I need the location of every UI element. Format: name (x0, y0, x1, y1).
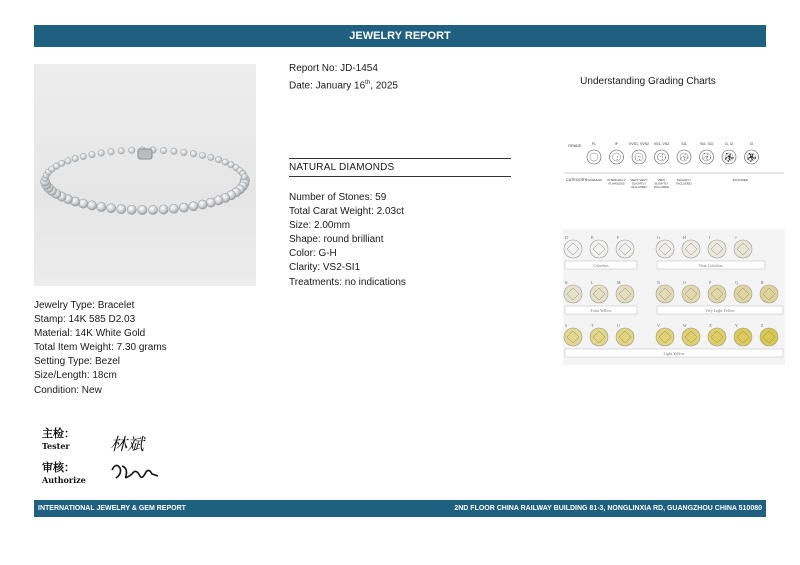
diamond-stones: Number of Stones: 59 (289, 192, 387, 203)
inclusion-dot (617, 159, 618, 160)
signature-graphic (40, 426, 180, 488)
inclusion-dot (684, 158, 685, 159)
inclusion-dot (662, 159, 663, 160)
grade-circle (722, 150, 736, 164)
color-letter: U (617, 323, 620, 328)
bracelet-stone (199, 152, 205, 158)
bracelet-stone (138, 205, 147, 214)
color-letter: H (683, 235, 686, 240)
color-letter: T (591, 323, 594, 328)
bracelet-stone (181, 149, 187, 155)
inclusion-dot (685, 154, 686, 155)
color-group-label: Near Colorless (699, 262, 723, 268)
color-letter: X (709, 323, 712, 328)
inclusion-dot (617, 157, 618, 158)
inclusion-dot (748, 157, 750, 159)
color-letter: N (657, 280, 660, 285)
inclusion-dot (707, 159, 708, 160)
grade-circle (587, 150, 601, 164)
report-meta (289, 62, 398, 93)
jewelry-condition: Condition: New (34, 384, 102, 396)
diamond-shape: Shape: round brilliant (289, 234, 384, 246)
jewelry-length: Size/Length: 18cm (34, 370, 117, 382)
diamond-details (289, 191, 406, 290)
inclusion-dot (638, 156, 639, 157)
inclusion-dot (681, 157, 682, 158)
footer-org: INTERNATIONAL JEWELRY & GEM REPORT (38, 505, 186, 512)
inclusion-dot (750, 154, 752, 156)
inclusion-dot (728, 160, 730, 162)
grade-circle (610, 150, 624, 164)
inclusion-dot (747, 158, 749, 160)
color-letter: F (617, 235, 620, 240)
jewelry-details (34, 299, 167, 398)
diamond-treatments: Treatments: no indications (289, 276, 406, 288)
grade-circle (745, 150, 759, 164)
bracelet-stone (171, 148, 177, 154)
bracelet-stone (189, 202, 198, 211)
grade-circle (655, 150, 669, 164)
bracelet-stone (65, 158, 71, 164)
bracelet-stone (89, 151, 95, 157)
inclusion-dot (680, 159, 681, 160)
bracelet-stone (108, 149, 114, 155)
grade-items (586, 142, 758, 189)
inclusion-dot (706, 158, 707, 159)
inclusion-dot (729, 155, 731, 157)
color-letter: E (591, 235, 594, 240)
report-date: Date: January 16th, 2025 (289, 80, 398, 92)
bracelet-stone (179, 203, 188, 212)
inclusion-dot (640, 157, 641, 158)
color-letter: G (657, 235, 660, 240)
jewelry-setting: Setting Type: Bezel (34, 356, 120, 368)
color-letter: O (683, 280, 686, 285)
bracelet-stone (190, 151, 196, 157)
bracelet-stone (106, 204, 115, 213)
inclusion-dot (658, 159, 659, 160)
inclusion-dot (751, 159, 753, 161)
grade-circle (700, 150, 714, 164)
color-letter: Y (735, 323, 738, 328)
color-letter: V (657, 323, 660, 328)
inclusion-dot (704, 153, 705, 154)
inclusion-dot (726, 157, 728, 159)
grade-label: VS1, VS2 (653, 142, 670, 146)
inclusion-dot (752, 154, 754, 156)
bracelet-stone (222, 159, 228, 165)
bracelet-stone (79, 199, 88, 208)
color-letter: P (709, 280, 712, 285)
bracelet-stone (159, 205, 168, 214)
bracelet-stone (215, 156, 221, 162)
color-letter: Z (761, 323, 764, 328)
authorize-label-cn: 审核： (42, 461, 75, 474)
bracelet-clasp (138, 149, 152, 159)
grade-label: IF (614, 142, 619, 146)
grading-charts-title: Understanding Grading Charts (580, 76, 716, 87)
color-letter: S (565, 323, 568, 328)
inclusion-dot (726, 153, 728, 155)
tester-label-cn: 主检： (42, 427, 75, 440)
inclusion-dot (639, 159, 640, 160)
inclusion-dot (750, 156, 752, 158)
inclusion-dot (687, 157, 688, 158)
tester-signature: 林斌 (110, 435, 144, 455)
tester-label-en: Tester (42, 441, 70, 451)
category-label: SLIGHTLY INCLUDED (676, 178, 692, 186)
inclusion-dot (685, 157, 686, 158)
diamond-carat: Total Carat Weight: 2.03ct (289, 206, 404, 218)
inclusion-dot (703, 159, 704, 160)
footer-address: 2ND FLOOR CHINA RAILWAY BUILDING 81-3, NONGLINXIA RD, GUANGZHOU CHINA 510080 (454, 505, 762, 512)
color-group-label: Light Yellow (663, 350, 685, 356)
category-label: INTERNALLY FLAWLESS (607, 178, 626, 186)
inclusion-dot (707, 156, 708, 157)
color-letter: I (709, 235, 711, 240)
diamond-color: Color: G-H (289, 248, 337, 260)
bracelet-stone (129, 147, 135, 153)
signature-block (40, 426, 180, 493)
report-title: JEWELRY REPORT (349, 30, 451, 42)
color-group-label: Faint Yellow (590, 307, 612, 313)
grade-circle (632, 150, 646, 164)
grade-label: FL (591, 142, 597, 146)
inclusion-dot (662, 154, 663, 155)
color-letter: L (591, 280, 594, 285)
color-letter: Q (735, 280, 738, 285)
grade-label: SI2, SI3 (700, 142, 713, 146)
color-grade-chart (563, 229, 785, 365)
jewelry-material: Material: 14K White Gold (34, 328, 146, 340)
color-letter: R (761, 280, 764, 285)
bracelet-stone (72, 155, 78, 161)
bracelet-stone (58, 160, 64, 166)
inclusion-dot (635, 159, 636, 160)
inclusion-dot (732, 157, 734, 159)
inclusion-dot (710, 157, 711, 158)
color-letter: D (565, 235, 568, 240)
inclusion-dot (729, 154, 731, 156)
color-letter: W (683, 323, 687, 328)
color-group-label: Very Light Yellow (705, 307, 735, 313)
inclusion-dot (751, 155, 753, 157)
jewelry-weight: Total Item Weight: 7.30 grams (34, 342, 167, 354)
bracelet-stone (117, 205, 126, 214)
category-row-label: CATEGORY (566, 178, 587, 182)
grade-row-label: GRADE (568, 144, 582, 148)
inclusion-dot (665, 157, 666, 158)
color-items (564, 235, 783, 357)
bracelet-stone (148, 205, 157, 214)
grade-label: I1, I2 (725, 142, 733, 146)
inclusion-dot (750, 160, 752, 162)
jewelry-stamp: Stamp: 14K 585 D2.03 (34, 314, 136, 326)
natural-diamonds-title: NATURAL DIAMONDS (289, 158, 511, 177)
inclusion-dot (749, 153, 751, 155)
grade-label: SI1 (681, 142, 687, 146)
inclusion-dot (728, 157, 730, 159)
bracelet-stone (127, 205, 136, 214)
diamond-clarity: Clarity: VS2-SI1 (289, 262, 361, 274)
report-number: Report No: JD-1454 (289, 63, 378, 74)
diamond-size: Size: 2.00mm (289, 220, 351, 232)
color-letter: M (617, 280, 621, 285)
bracelet-stone (208, 154, 214, 160)
bracelet-stone (87, 201, 96, 210)
inclusion-dot (755, 157, 757, 159)
bracelet-stone (206, 198, 215, 207)
grade-label: I3 (750, 142, 753, 146)
jewelry-type: Jewelry Type: Bracelet (34, 300, 135, 311)
bracelet-stone (169, 204, 178, 213)
inclusion-dot (728, 156, 730, 158)
bracelet-stone (241, 174, 247, 180)
category-label: VERY VERY SLIGHTLY INCLUDED (630, 178, 648, 190)
grade-circle (677, 150, 691, 164)
inclusion-dot (753, 157, 755, 159)
bracelet-stone (160, 147, 166, 153)
bracelet-photo (34, 64, 256, 286)
inclusion-dot (707, 154, 708, 155)
inclusion-dot (683, 156, 684, 157)
color-letter: J (735, 235, 737, 240)
inclusion-dot (725, 158, 727, 160)
bracelet-stone (80, 153, 86, 159)
category-label: FLAWLESS (586, 178, 602, 182)
category-label: INCLUDED (732, 178, 748, 182)
inclusion-dot (731, 157, 733, 159)
inclusion-dot (729, 159, 731, 161)
inclusion-dot (684, 159, 685, 160)
authorize-label-en: Authorize (42, 475, 86, 485)
authorize-signature (112, 465, 158, 478)
bracelet-image (34, 64, 256, 286)
report-header-bar (34, 25, 766, 47)
inclusion-dot (704, 157, 705, 158)
bracelet-stone (198, 200, 207, 209)
inclusion-dot (705, 156, 706, 157)
inclusion-dot (662, 157, 663, 158)
bracelet-stone (97, 202, 106, 211)
grade-label: VVS1, VVS2 (628, 142, 650, 146)
clarity-grade-chart (564, 137, 784, 195)
category-label: VERY SLIGHTLY INCLUDED (653, 178, 670, 190)
bracelet-stone (118, 148, 124, 154)
inclusion-dot (660, 156, 661, 157)
color-group-label: Colorless (593, 262, 609, 268)
report-footer-bar (34, 500, 766, 517)
bracelet-stone (98, 150, 104, 156)
color-letter: K (565, 280, 568, 285)
